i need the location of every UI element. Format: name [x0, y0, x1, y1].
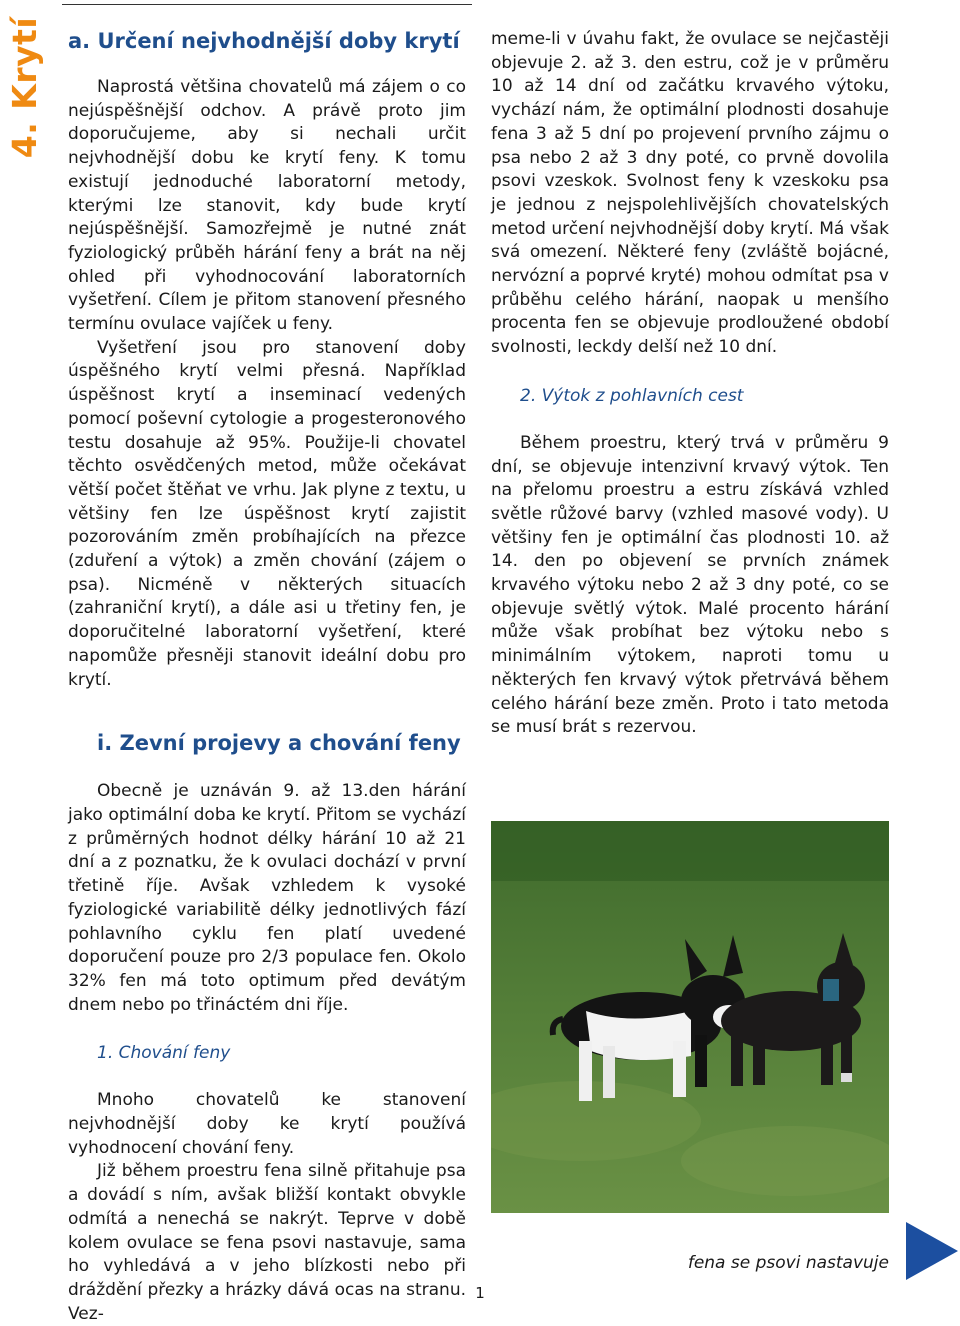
chapter-tab: [0, 0, 50, 175]
section-heading-i: i. Zevní projevy a chování feny: [97, 731, 461, 756]
paragraph: Naprostá většina chovatelů má zájem o co nejúspěšnější odchov. A právě proto jim doporučujeme, aby si nechali určit nejvhodnější dobu ke krytí feny. K tomu existují jednoduché laboratorní metody, kterými lze stanovit, kdy bude krytí nejúspěšnější. Samozřejmě je nutné znát fyziologický průběh hárání feny a brát na něj ohled při vyhodnocování laboratorních vyšetření. Cílem je přitom stanovení přesného termínu ovulace vajíček u feny.: [68, 77, 466, 335]
paragraph: Již během proestru fena silně přitahuje psa a dovádí s ním, avšak bližší kontakt obvykle odmítá a nenechá se nakrýt. Teprve v době kolem ovulace se fena psovi nastavuje, sama ho vyhledává a v jeho blízkosti nebo při dráždění přezky a hrázky dává ocas na stranu. Vez-: [68, 1161, 466, 1324]
chapter-tab-label: 4. Krytí: [5, 16, 45, 159]
next-page-arrow-icon[interactable]: [906, 1222, 958, 1280]
dogs-photo: [491, 821, 889, 1213]
paragraph: Vyšetření jsou pro stanovení doby úspěšného krytí velmi přesná. Například úspěšnost krytí a inseminací vedených pomocí poševní cytologie a progesteronového testu dosahuje až 95%. Použije-li chovatel těchto osvědčených metod, může očekávat větší počet štěňat ve vrhu. Jak plyne z textu, u většiny fen lze úspěšnost krytí zajistit pozorováním změn probíhajících na přezce (zduření a výtok) a změn chování (zájem o psa). Nicméně v některých situacích (zahraniční krytí), a dále asi u třetiny fen, je doporučitelné laboratorní vyšetření, které napomůže přesněji stanovit ideální dobu pro krytí.: [68, 337, 466, 690]
header-rule: [62, 4, 472, 5]
paragraph: Během proestru, který trvá v průměru 9 dní, se objevuje intenzivní krvavý výtok. Ten na přelomu proestru a estru získává vzhled světle růžové barvy (vzhled masové vody). U většiny fen je optimální čas plodnosti 10. až 14. den po objevení se prvních známek krvavého výtoku nebo 2 až 3 dny poté, co se objevuje světlý výtok. Malé procento hárání může však probíhat bez výtoku nebo s minimálním výtokem, naproti tomu u některých fen krvavý výtok přetrvává během celého hárání beze změn. Proto i tato metoda se musí brát s rezervou.: [491, 432, 889, 738]
subheading-2: 2. Výtok z pohlavních cest: [520, 385, 744, 406]
paragraph: Obecně je uznáván 9. až 13.den hárání jako optimální doba ke krytí. Přitom se vychází z průměrných hodnot délky hárání 10 až 21 dní a z poznatku, že k ovulaci dochází v první třetině říje. Avšak vzhledem k vysoké fyziologické variabilitě délky jednotlivých fází pohlavního cyklu fen platí uvedené doporučení pouze pro 2/3 populace fen. Okolo 32% fen má toto optimum před devátým dnem nebo po třináctém dni říje.: [68, 781, 466, 1015]
page-number: 1: [475, 1284, 485, 1302]
subheading-1: 1. Chování feny: [97, 1043, 231, 1064]
paragraph: Mnoho chovatelů ke stanovení nejvhodnější doby ke krytí používá vyhodnocení chování feny.: [68, 1090, 466, 1158]
left-column: [68, 28, 466, 1326]
photo-caption: fena se psovi nastavuje: [687, 1253, 889, 1273]
section-heading-a: a. Určení nejvhodnější doby krytí: [68, 29, 460, 53]
paragraph: meme-li v úvahu fakt, že ovulace se nejčastěji objevuje 2. až 3. den estru, což je v průměru 10 až 14 dní od začátku krvavého výtoku, vychází nám, že optimální plodnosti dosahuje fena 3 až 5 dní po projevení prvního zájmu o psa nebo 2 až 3 dny poté, co prvně dovolila psovi vzeskok. Svolnost feny k vzeskoku psa je jednou z nejspolehlivějších chovatelských metod určení nejvhodnější doby krytí. Má však svá omezení. Některé feny (zvláště bojácné, nervózní a poprvé kryté) mohou odmítat psa v průběhu celého hárání, naopak u menšího procenta fen se objevuje prodloužené období svolnosti, leckdy delší než 10 dní.: [491, 29, 889, 358]
right-column: [491, 28, 889, 740]
